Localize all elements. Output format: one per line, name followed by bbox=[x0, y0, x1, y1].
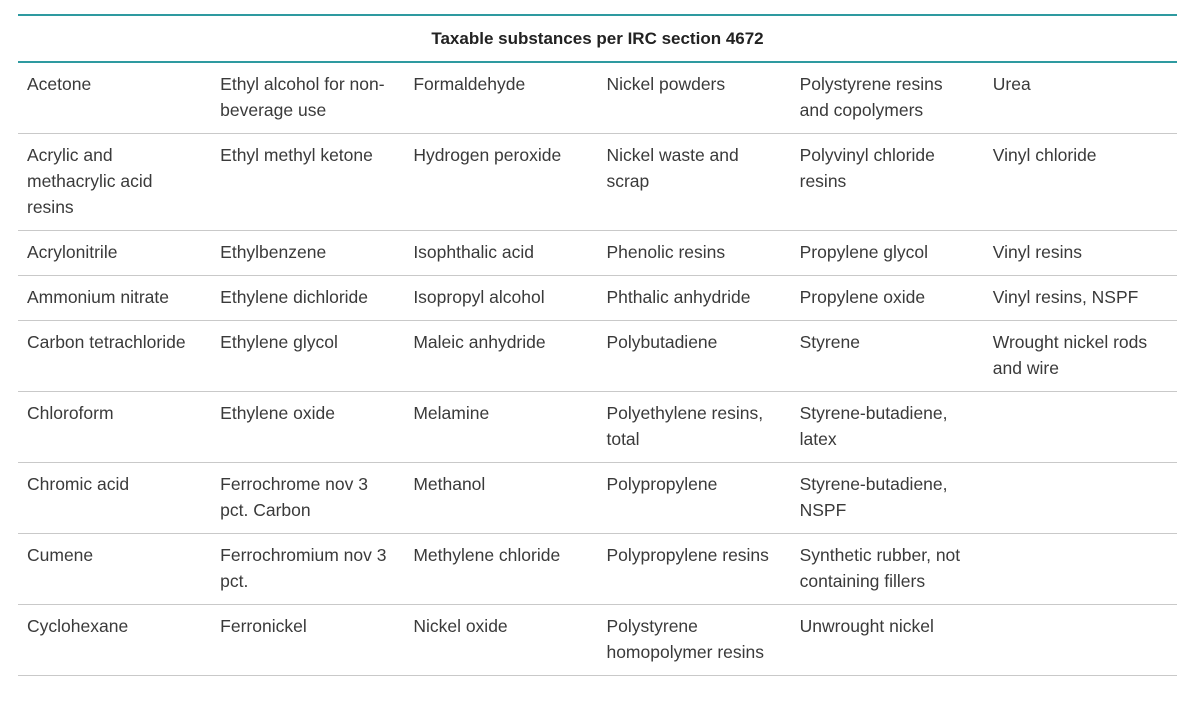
table-cell: Acrylic and methacrylic acid resins bbox=[18, 134, 211, 231]
substances-table-container bbox=[18, 14, 1177, 676]
table-row bbox=[18, 463, 1177, 534]
table-cell bbox=[984, 392, 1177, 463]
table-cell: Cumene bbox=[18, 534, 211, 605]
table-cell: Synthetic rubber, not containing fillers bbox=[791, 534, 984, 605]
table-cell: Methylene chloride bbox=[404, 534, 597, 605]
table-row bbox=[18, 392, 1177, 463]
table-cell: Acetone bbox=[18, 62, 211, 134]
table-row bbox=[18, 62, 1177, 134]
table-cell: Propylene oxide bbox=[791, 276, 984, 321]
table-row bbox=[18, 134, 1177, 231]
table-cell: Ethyl alcohol for non-beverage use bbox=[211, 62, 404, 134]
table-cell: Styrene bbox=[791, 321, 984, 392]
table-cell: Nickel waste and scrap bbox=[597, 134, 790, 231]
table-body bbox=[18, 62, 1177, 676]
table-cell: Isopropyl alcohol bbox=[404, 276, 597, 321]
table-cell: Chromic acid bbox=[18, 463, 211, 534]
table-cell: Polyethylene resins, total bbox=[597, 392, 790, 463]
table-cell bbox=[984, 605, 1177, 676]
table-cell: Polybutadiene bbox=[597, 321, 790, 392]
table-cell: Nickel powders bbox=[597, 62, 790, 134]
table-cell: Ethylene oxide bbox=[211, 392, 404, 463]
table-cell: Propylene glycol bbox=[791, 231, 984, 276]
table-row bbox=[18, 321, 1177, 392]
table-cell: Ethylene glycol bbox=[211, 321, 404, 392]
table-cell: Nickel oxide bbox=[404, 605, 597, 676]
table-cell: Methanol bbox=[404, 463, 597, 534]
table-cell: Urea bbox=[984, 62, 1177, 134]
table-cell: Wrought nickel rods and wire bbox=[984, 321, 1177, 392]
table-cell: Ammonium nitrate bbox=[18, 276, 211, 321]
table-cell: Carbon tetrachloride bbox=[18, 321, 211, 392]
table-cell: Acrylonitrile bbox=[18, 231, 211, 276]
table-cell: Ethylene dichloride bbox=[211, 276, 404, 321]
table-title: Taxable substances per IRC section 4672 bbox=[18, 15, 1177, 62]
table-cell: Polystyrene homopolymer resins bbox=[597, 605, 790, 676]
table-cell: Phthalic anhydride bbox=[597, 276, 790, 321]
table-cell: Vinyl chloride bbox=[984, 134, 1177, 231]
table-cell: Polypropylene bbox=[597, 463, 790, 534]
table-row bbox=[18, 231, 1177, 276]
table-cell: Chloroform bbox=[18, 392, 211, 463]
table-cell: Vinyl resins, NSPF bbox=[984, 276, 1177, 321]
table-cell: Polyvinyl chloride resins bbox=[791, 134, 984, 231]
table-cell: Formaldehyde bbox=[404, 62, 597, 134]
table-cell: Polystyrene resins and copolymers bbox=[791, 62, 984, 134]
table-cell: Ethyl methyl ketone bbox=[211, 134, 404, 231]
table-cell: Hydrogen peroxide bbox=[404, 134, 597, 231]
table-cell: Unwrought nickel bbox=[791, 605, 984, 676]
table-cell bbox=[984, 463, 1177, 534]
table-cell: Ferrochrome nov 3 pct. Carbon bbox=[211, 463, 404, 534]
table-cell: Isophthalic acid bbox=[404, 231, 597, 276]
table-cell bbox=[984, 534, 1177, 605]
table-cell: Styrene-butadiene, NSPF bbox=[791, 463, 984, 534]
table-row bbox=[18, 605, 1177, 676]
table-cell: Vinyl resins bbox=[984, 231, 1177, 276]
table-row bbox=[18, 534, 1177, 605]
table-cell: Maleic anhydride bbox=[404, 321, 597, 392]
table-header-row bbox=[18, 15, 1177, 62]
table-cell: Melamine bbox=[404, 392, 597, 463]
substances-table bbox=[18, 14, 1177, 676]
table-cell: Polypropylene resins bbox=[597, 534, 790, 605]
table-cell: Ferrochromium nov 3 pct. bbox=[211, 534, 404, 605]
table-cell: Ferronickel bbox=[211, 605, 404, 676]
table-cell: Ethylbenzene bbox=[211, 231, 404, 276]
table-cell: Styrene-butadiene, latex bbox=[791, 392, 984, 463]
table-cell: Phenolic resins bbox=[597, 231, 790, 276]
table-row bbox=[18, 276, 1177, 321]
table-cell: Cyclohexane bbox=[18, 605, 211, 676]
